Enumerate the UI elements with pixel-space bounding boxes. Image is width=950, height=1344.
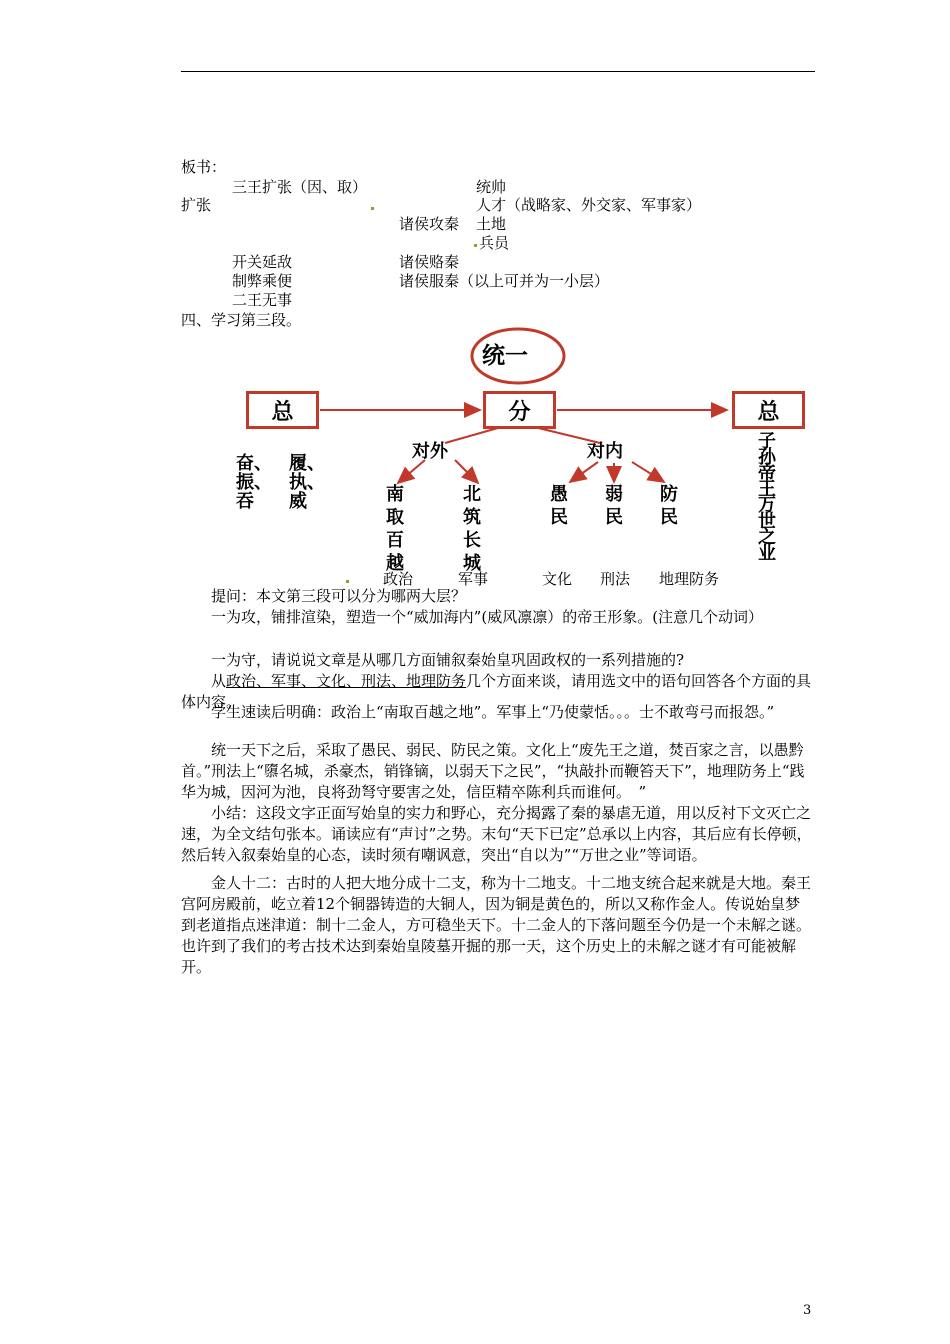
paragraph-defense: 一为守，请说说文章是从哪几方面铺叙秦始皇巩固政权的一系列措施的? [211,651,685,669]
board-row5-mid: 诸侯赂秦 [399,253,460,271]
center-box [483,391,556,429]
paragraph-question: 提问：本文第三段可以分为哪两大层？ [211,587,467,605]
left-box-label: 总 [271,399,294,425]
aspects-underlined: 政治、军事、文化、刑法、地理防务 [226,672,467,690]
center-box-label: 分 [508,399,531,425]
guard-label: 防民 [660,484,678,528]
right-summary-box [732,391,805,429]
bottom-label-law: 刑法 [600,570,631,588]
bottom-label-defense: 地理防务 [659,570,720,588]
bottom-label-military: 军事 [458,570,489,588]
south-label: 南取百越 [386,484,404,574]
board-row3-right: 土地 [476,215,507,233]
right-box-label: 总 [757,399,780,425]
verb-col2-3: 威 [289,491,307,512]
page-number: 3 [803,1303,812,1318]
bottom-label-culture: 文化 [542,570,573,588]
paragraph-unify: 统一天下之后，采取了愚民、弱民、防民之策。文化上“废先王之道，焚百家之言，以愚黔首。”刑法上“隳名城，杀豪杰，销锋镝，以弱天下之民”，“执敲扑而鞭笞天下”，地理防务上“践华为城，因河为池，良将劲弩守要害之处，信臣精卒陈利兵而谁何。 ” [181,741,805,801]
board-heading: 板书： [181,158,227,176]
section-heading: 四、学习第三段。 [181,311,302,329]
board-row4-right: 兵员 [479,234,510,252]
board-row6-left: 制弊乘便 [232,272,293,290]
verb-col1-1: 奋、 [236,453,272,474]
paragraph-golden-men: 金人十二：古时的人把大地分成十二支，称为十二地支。十二地支统合起来就是大地。秦王宫阿房殿前，屹立着12个铜器铸造的大铜人，因为铜是黄色的，所以又称作金人。传说始皇梦到老道指点迷津道：制十二金人，方可稳坐天下。十二金人的下落问题至今仍是一个未解之谜。也许到了我们的考古技术达到秦始皇陵墓开掘的那一天，这个历史上的未解之谜才有可能被解开。 [181,874,812,976]
verb-col2-2: 执、 [289,472,325,493]
weak-label: 弱民 [605,484,623,528]
verb-col1-3: 吞 [236,491,254,512]
marker-dot [346,580,349,583]
board-row7-left: 二王无事 [232,291,293,309]
paragraph-attack: 一为攻，铺排渲染，塑造一个“威加海内”(威风凛凛）的帝王形象。(注意几个动词） [211,608,764,626]
arrow-fool [570,462,598,482]
aspects-prefix: 从 [211,672,227,690]
board-row5-left: 开关延敌 [232,253,293,271]
board-row2-right: 人才（战略家、外交家、军事家） [476,196,702,214]
board-row3-mid: 诸侯攻秦 [399,215,460,233]
left-summary-box [246,391,319,429]
verb-col1-2: 振、 [236,472,272,493]
empire-label: 子孙帝王万世之业 [758,431,776,564]
unify-label: 统一 [482,343,528,369]
inner-label: 对内 [587,441,623,462]
north-label: 北筑长城 [463,484,481,574]
arrow-north [455,460,478,483]
aspects-suffix: 几个方面来谈，请用选文中的语句回答各个方面的具体内容。 [181,672,812,711]
board-row2-left: 扩张 [181,196,212,214]
outer-label: 对外 [412,441,448,462]
fool-label: 愚民 [550,484,568,528]
board-row1-right: 统帅 [476,178,507,196]
board-row1-left: 三王扩张（因、取） [232,178,368,196]
arrow-south [398,460,425,483]
paragraph-summary: 小结：这段文字正面写始皇的实力和野心，充分揭露了秦的暴虐无道，用以反衬下文灭亡之速，为全文结句张本。诵读应有“声讨”之势。末句“天下已定”总承以上内容，其后应有长停顿，然后转入叙秦始皇的心态，读时须有嘲讽意，突出“自以为”“万世之业”等词语。 [181,804,812,864]
verb-col2-1: 履、 [289,453,325,474]
bottom-label-politics: 政治 [383,570,414,588]
paragraph-answer: 学生速读后明确：政治上“南取百越之地”。军事上“乃使蒙恬。。。士不敢弯弓而报怨。” [211,703,775,721]
arrow-guard [632,462,664,482]
board-row6-mid: 诸侯服秦（以上可并为一小层） [399,272,610,290]
